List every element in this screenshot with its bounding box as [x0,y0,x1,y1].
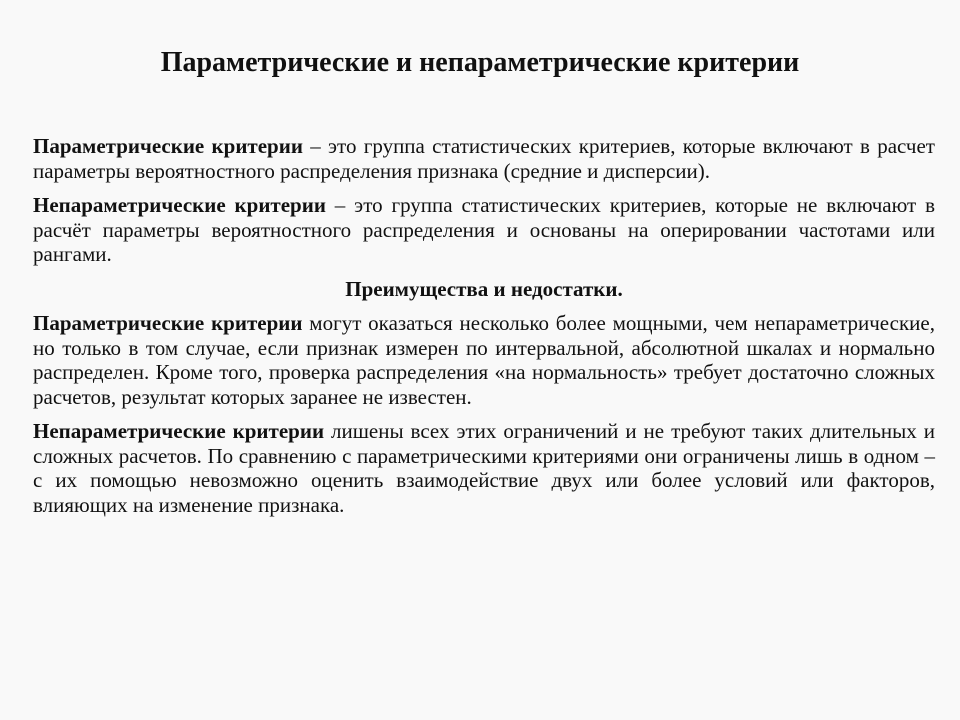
term-nonparametric: Непараметрические критерии [33,193,326,217]
term-parametric-advantages: Параметрические критерии [33,311,303,335]
definition-parametric-text: – это группа статистических критериев, которые включают в расчет параметры вероятностного распределения признака (средние и дисперсии). [33,134,935,183]
definition-nonparametric-text: – это группа статистических критериев, которые не включают в расчёт параметры вероятностного распределения и основаны на оперировании частотами или рангами. [33,193,935,266]
slide-body [33,134,935,527]
advantages-parametric-text: могут оказаться несколько более мощными, чем непараметрические, но только в том случае, если признак измерен по интервальной, абсолютной шкалах и нормально распределен. Кроме того, проверка распределения «на нормальность» требует достаточно сложных расчетов, результат которых заранее не известен. [33,311,935,409]
advantages-nonparametric [33,419,935,517]
page-title: Параметрические и непараметрические критерии [160,47,800,78]
definition-nonparametric [33,193,935,267]
definition-parametric [33,134,935,183]
advantages-parametric [33,311,935,409]
term-parametric: Параметрические критерии [33,134,303,158]
section-heading: Преимущества и недостатки. [345,276,623,301]
term-nonparametric-advantages: Непараметрические критерии [33,419,325,443]
advantages-nonparametric-text: лишены всех этих ограничений и не требуют таких длительных и сложных расчетов. По сравнению с параметрическими критериями они ограничены лишь в одном – с их помощью невозможно оценить взаимодействие двух или более условий или факторов, влияющих на изменение признака. [33,419,935,517]
